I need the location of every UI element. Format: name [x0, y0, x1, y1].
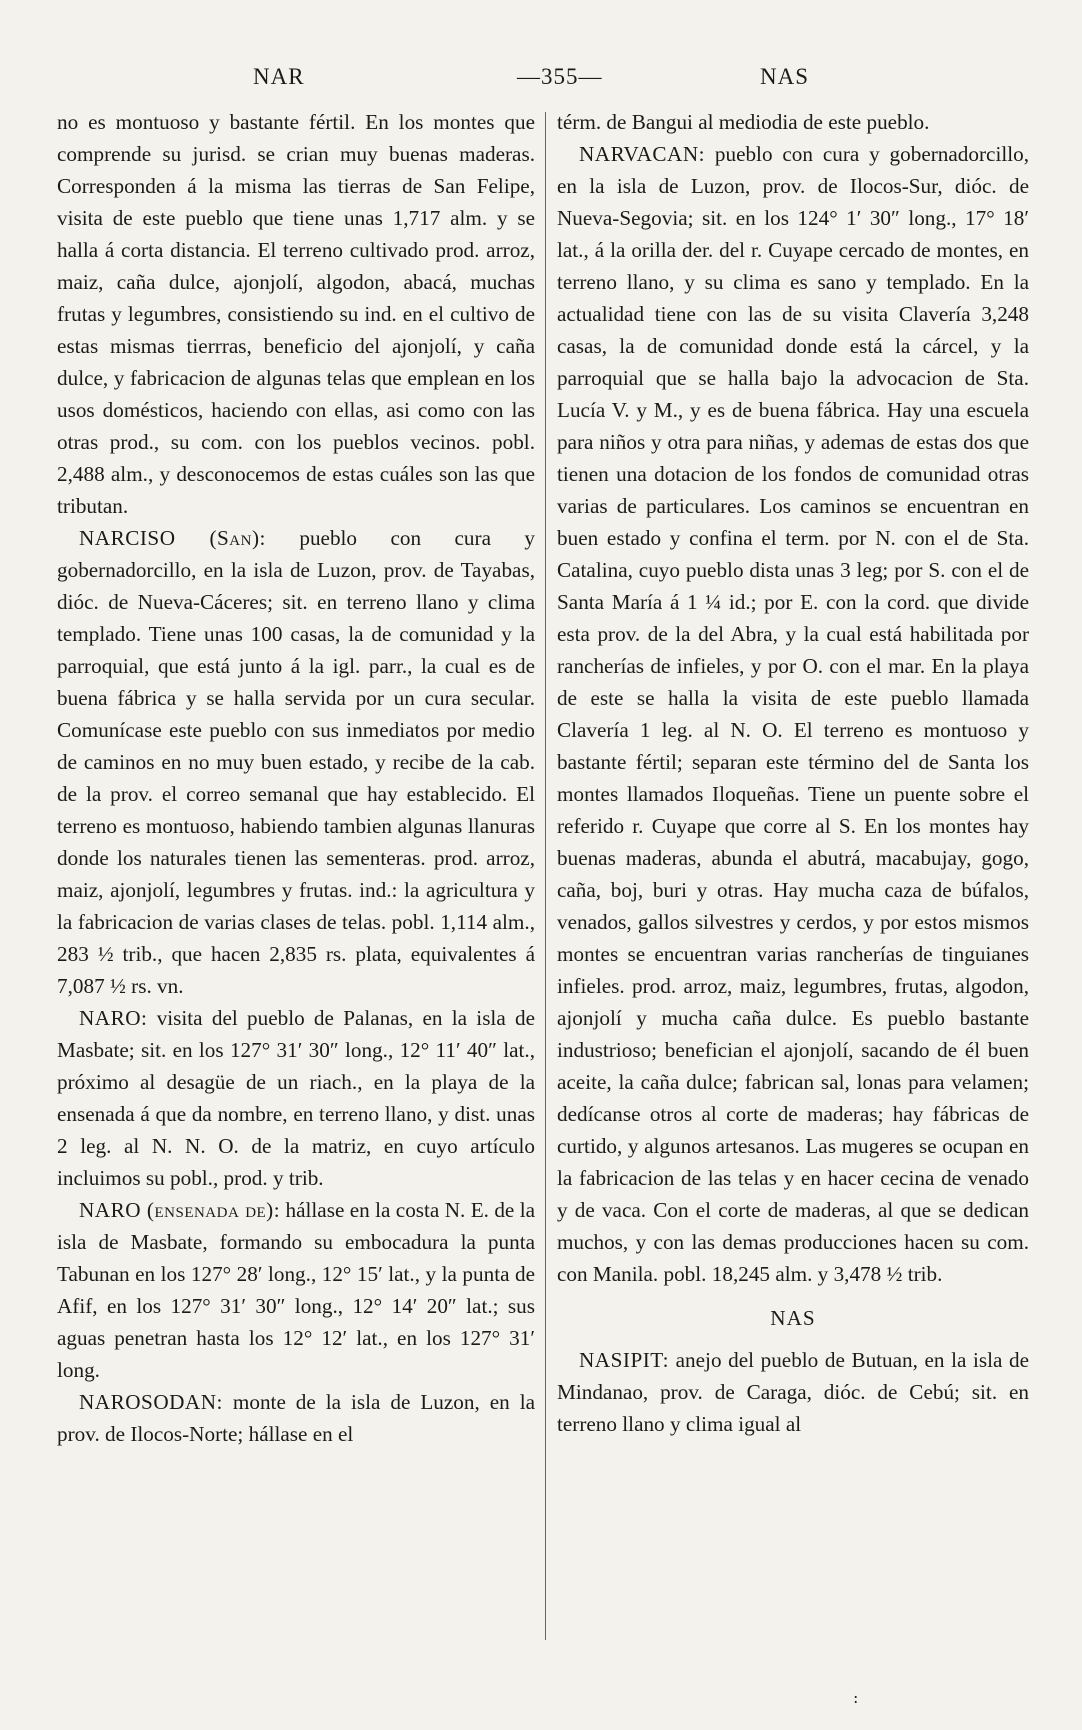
- entry-paragraph: no es montuoso y bastante fértil. En los montes que comprende su jurisd. se crian muy buenas maderas. Corresponden á la misma las tierras de San Felipe, visita de este pueblo que tiene unas 1,717 alm. y se halla á corta distancia. El terreno cultivado prod. arroz, maiz, caña dulce, ajonjolí, algodon, abacá, muchas frutas y legumbres, consistiendo su ind. en el cultivo de estas mismas tierrras, beneficio del ajonjolí, y caña dulce, y fabricacion de algunas telas que emplean en los usos domésticos, haciendo con ellas, asi como con las otras prod., su com. con los pueblos vecinos. pobl. 2,488 alm., y desconocemos de estas cuáles son las que tributan.: [57, 110, 535, 518]
- entry-text: pueblo con cura y gobernadorcillo, en la isla de Luzon, prov. de Ilocos-Sur, dióc. de Nueva-Segovia; sit. en los 124° 1′ 30″ long., 17° 18′ lat., á la orilla der. del r. Cuyape cercado de montes, en terreno llano, y su clima es sano y templado. En la actualidad tiene con las de su visita Clavería 3,248 casas, la de comunidad donde está la cárcel, y la parroquial que se halla bajo la advocacion de Sta. Lucía V. y M., y es de buena fábrica. Hay una escuela para niños y otra para niñas, y ademas de estas dos que tienen una dotacion de los fondos de comunidad otras varias de particulares. Los caminos se encuentran en buen estado y confina el term. por N. con el de Sta. Catalina, cuyo pueblo dista unas 3 leg; por S. con el de Santa María á 1 ¼ id.; por E. con la cord. que divide esta prov. de la del Abra, y la cual está habilitada por rancherías de infieles, y por O. con el mar. En la playa de este se halla la visita de este pueblo llamada Clavería 1 leg. al N. O. El terreno es montuoso y bastante fértil; separan este término del de Santa los montes llamados Iloqueñas. Tiene un puente sobre el referido r. Cuyape que corre al S. En los montes hay buenas maderas, abunda el abutrá, macabujay, gogo, caña, boj, buri y otras. Hay mucha caza de búfalos, venados, gallos silvestres y cerdos, y por estos mismos montes se encuentran varias rancherías de tinguianes infieles. prod. arroz, maiz, legumbres, frutas, algodon, ajonjolí y mucha caña dulce. Es pueblo bastante industrioso; benefician el ajonjolí, sacando de él buen aceite, la caña dulce; fabrican sal, lonas para velamen; dedícanse otros al corte de maderas; hay fábricas de curtido, y algunos artesanos. Las mugeres se ocupan en la fabricacion de las telas y en hacer cecina de venado y de vaca. Con el corte de maderas, al que se dedican muchos, y con las demas producciones hacen su com. con Manila. pobl. 18,245 alm. y 3,478 ½ trib.: [557, 142, 1029, 1286]
- footer-mark: :: [853, 1688, 859, 1707]
- entry-lead: NARVACAN:: [579, 142, 706, 166]
- entry-lead: NARCISO (San):: [79, 526, 266, 550]
- entry-narvacan: [557, 138, 1029, 1290]
- section-heading: NAS: [770, 1306, 816, 1330]
- right-column: [557, 106, 1029, 1440]
- entry-text: hállase en la costa N. E. de la isla de Masbate, formando su embocadura la punta Tabunan en los 127° 28′ long., 12° 15′ lat., y la punta de Afif, en los 127° 31′ 30″ long., 12° 14′ 20″ lat.; sus aguas penetran hasta los 12° 12′ lat., en los 127° 31′ long.: [57, 1198, 536, 1382]
- entry-paragraph: térm. de Bangui al mediodia de este pueblo.: [557, 110, 930, 134]
- entry-nasipit: [557, 1344, 1029, 1440]
- page-number: —355—: [517, 64, 603, 89]
- entry-narciso: [57, 522, 535, 1002]
- entry-lead: NARO:: [79, 1006, 148, 1030]
- running-header: [56, 64, 1026, 98]
- header-right-keyword: NAS: [760, 64, 810, 89]
- entry-lead: NARO (ensenada de):: [79, 1198, 281, 1222]
- entry-text: monte de la isla de Luzon, en la prov. de Ilocos-Norte; hállase en el: [57, 1390, 535, 1446]
- entry-lead: NAROSODAN:: [79, 1390, 223, 1414]
- column-divider: [545, 112, 546, 1640]
- entry-naro: [57, 1002, 535, 1194]
- left-column: [57, 106, 535, 1450]
- entry-narosodan: [57, 1386, 535, 1450]
- header-left-keyword: NAR: [253, 64, 305, 89]
- entry-text: anejo del pueblo de Butuan, en la isla de Mindanao, prov. de Caraga, dióc. de Cebú; sit. en terreno llano y clima igual al: [557, 1348, 1030, 1436]
- entry-naro-ensenada: [57, 1194, 535, 1386]
- entry-lead: NASIPIT:: [579, 1348, 670, 1372]
- entry-text: pueblo con cura y gobernadorcillo, en la isla de Luzon, prov. de Tayabas, dióc. de Nueva-Cáceres; sit. en terreno llano y clima templado. Tiene unas 100 casas, la de comunidad y la parroquial, que está junto á la igl. parr., la cual es de buena fábrica y se halla servida por un cura secular. Comunícase este pueblo con sus inmediatos por medio de caminos en no muy buen estado, y recibe de la cab. de la prov. el correo semanal que hay establecido. El terreno es montuoso, habiendo tambien algunas llanuras donde los naturales tienen las sementeras. prod. arroz, maiz, ajonjolí, legumbres y frutas. ind.: la agricultura y la fabricacion de varias clases de telas. pobl. 1,114 alm., 283 ½ trib., que hacen 2,835 rs. plata, equivalentes á 7,087 ½ rs. vn.: [57, 526, 536, 998]
- entry-text: visita del pueblo de Palanas, en la isla de Masbate; sit. en los 127° 31′ 30″ long., 12° 11′ 40″ lat., próximo al desagüe de un riach., en la playa de la ensenada á que da nombre, en terreno llano, y dist. unas 2 leg. al N. N. O. de la matriz, en cuyo artículo incluimos su pobl., prod. y trib.: [57, 1006, 535, 1190]
